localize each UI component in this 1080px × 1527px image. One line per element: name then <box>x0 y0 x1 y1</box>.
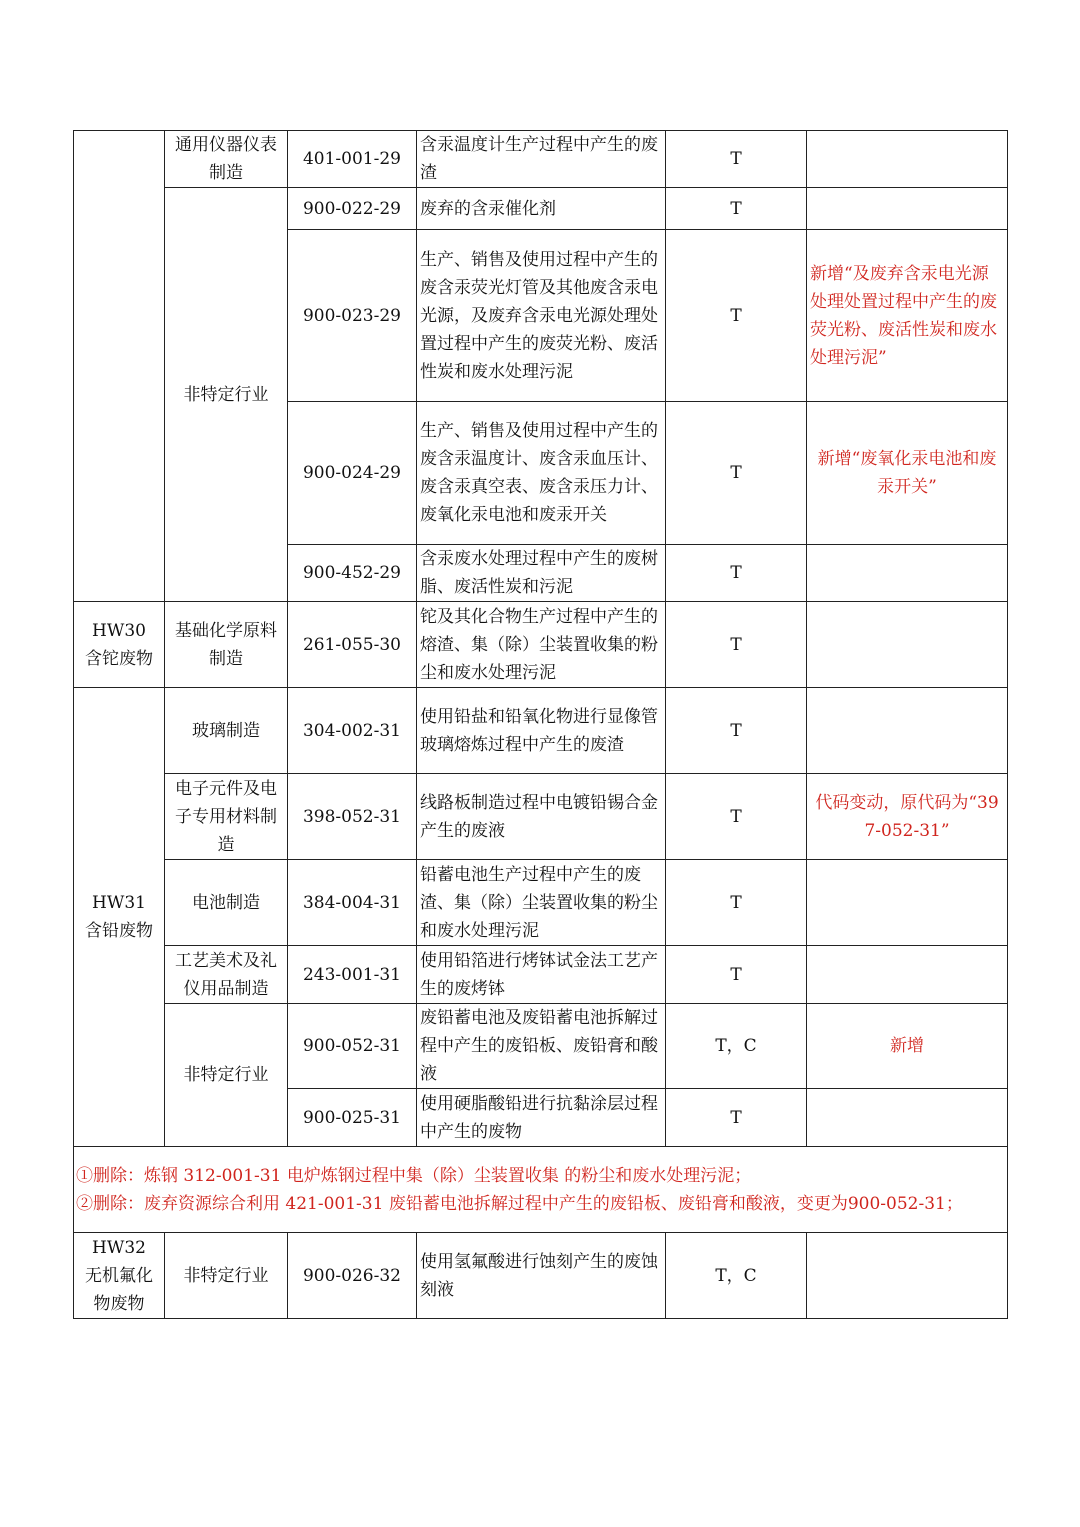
industry-cell: 非特定行业 <box>165 188 288 602</box>
category-code: HW30 <box>92 620 146 641</box>
hazardous-waste-table <box>73 130 1008 1319</box>
waste-description: 废弃的含汞催化剂 <box>417 188 666 230</box>
hazard-property: T <box>666 946 807 1004</box>
hazard-property: T，C <box>666 1004 807 1089</box>
category-code: HW31 <box>92 893 146 913</box>
change-note <box>807 131 1008 188</box>
industry-cell: 通用仪器仪表制造 <box>165 131 288 188</box>
table-row <box>74 188 1008 230</box>
change-note <box>807 602 1008 688</box>
category-name: 无机氟化物废物 <box>85 1265 153 1314</box>
deletion-note-line: ②删除：废弃资源综合利用 421-001-31 废铅蓄电池拆解过程中产生的废铅板、废铅膏和酸液，变更为900-052-31； <box>76 1193 963 1214</box>
waste-description: 使用铅箔进行烤钵试金法工艺产生的废烤钵 <box>417 946 666 1004</box>
waste-description: 线路板制造过程中电镀铅锡合金产生的废液 <box>417 774 666 860</box>
industry-cell: 电池制造 <box>165 860 288 946</box>
change-note: 新增“废氧化汞电池和废汞开关” <box>807 402 1008 545</box>
change-note <box>807 946 1008 1004</box>
change-note <box>807 545 1008 602</box>
waste-code: 900-025-31 <box>288 1089 417 1147</box>
waste-code: 384-004-31 <box>288 860 417 946</box>
change-note: 代码变动，原代码为“397-052-31” <box>807 774 1008 860</box>
change-note <box>807 688 1008 774</box>
deletion-note-line: ①删除：炼钢 312-001-31 电炉炼钢过程中集（除）尘装置收集 的粉尘和废水处理污泥； <box>76 1165 752 1186</box>
industry-cell: 玻璃制造 <box>165 688 288 774</box>
waste-code: 900-024-29 <box>288 402 417 545</box>
change-note <box>807 1089 1008 1147</box>
hazard-property: T <box>666 188 807 230</box>
change-note: 新增 <box>807 1004 1008 1089</box>
change-note <box>807 188 1008 230</box>
industry-cell: 非特定行业 <box>165 1004 288 1147</box>
waste-description: 生产、销售及使用过程中产生的废含汞温度计、废含汞血压计、废含汞真空表、废含汞压力计、废氧化汞电池和废汞开关 <box>417 402 666 545</box>
table-row <box>74 860 1008 946</box>
waste-code: 900-022-29 <box>288 188 417 230</box>
industry-cell: 基础化学原料制造 <box>165 602 288 688</box>
category-name: 含铅废物 <box>85 921 153 941</box>
waste-code: 900-052-31 <box>288 1004 417 1089</box>
hazard-property: T <box>666 860 807 946</box>
change-note <box>807 1233 1008 1319</box>
waste-code: 261-055-30 <box>288 602 417 688</box>
waste-description: 使用氢氟酸进行蚀刻产生的废蚀刻液 <box>417 1233 666 1319</box>
category-cell <box>74 688 165 1147</box>
hazard-property: T <box>666 774 807 860</box>
waste-code: 900-452-29 <box>288 545 417 602</box>
waste-description: 含汞废水处理过程中产生的废树脂、废活性炭和污泥 <box>417 545 666 602</box>
hazard-property: T <box>666 602 807 688</box>
table-row <box>74 946 1008 1004</box>
waste-description: 使用硬脂酸铅进行抗黏涂层过程中产生的废物 <box>417 1089 666 1147</box>
hazard-property: T，C <box>666 1233 807 1319</box>
waste-code: 243-001-31 <box>288 946 417 1004</box>
category-cell <box>74 602 165 688</box>
hazard-property: T <box>666 1089 807 1147</box>
change-note <box>807 860 1008 946</box>
industry-cell: 电子元件及电子专用材料制造 <box>165 774 288 860</box>
table-row <box>74 774 1008 860</box>
table-row <box>74 602 1008 688</box>
table-row <box>74 688 1008 774</box>
table-row <box>74 131 1008 188</box>
category-cell <box>74 1233 165 1319</box>
industry-cell: 工艺美术及礼仪用品制造 <box>165 946 288 1004</box>
waste-code: 304-002-31 <box>288 688 417 774</box>
waste-description: 使用铅盐和铅氧化物进行显像管玻璃熔炼过程中产生的废渣 <box>417 688 666 774</box>
hazard-property: T <box>666 230 807 402</box>
table-row <box>74 1233 1008 1319</box>
waste-code: 900-023-29 <box>288 230 417 402</box>
category-cell <box>74 131 165 602</box>
industry-cell: 非特定行业 <box>165 1233 288 1319</box>
change-note: 新增“及废弃含汞电光源处理处置过程中产生的废荧光粉、废活性炭和废水处理污泥” <box>807 230 1008 402</box>
category-code: HW32 <box>92 1237 146 1258</box>
waste-code: 398-052-31 <box>288 774 417 860</box>
hazard-property: T <box>666 402 807 545</box>
waste-description: 废铅蓄电池及废铅蓄电池拆解过程中产生的废铅板、废铅膏和酸液 <box>417 1004 666 1089</box>
waste-code: 401-001-29 <box>288 131 417 188</box>
waste-description: 铅蓄电池生产过程中产生的废渣、集（除）尘装置收集的粉尘和废水处理污泥 <box>417 860 666 946</box>
hazard-property: T <box>666 688 807 774</box>
table-row <box>74 1147 1008 1233</box>
hazard-property: T <box>666 131 807 188</box>
deletion-note <box>74 1147 1008 1233</box>
waste-description: 含汞温度计生产过程中产生的废渣 <box>417 131 666 188</box>
waste-code: 900-026-32 <box>288 1233 417 1319</box>
category-name: 含铊废物 <box>85 648 153 669</box>
waste-description: 铊及其化合物生产过程中产生的熔渣、集（除）尘装置收集的粉尘和废水处理污泥 <box>417 602 666 688</box>
hazard-property: T <box>666 545 807 602</box>
waste-description: 生产、销售及使用过程中产生的废含汞荧光灯管及其他废含汞电光源，及废弃含汞电光源处理处置过程中产生的废荧光粉、废活性炭和废水处理污泥 <box>417 230 666 402</box>
table-row <box>74 1004 1008 1089</box>
